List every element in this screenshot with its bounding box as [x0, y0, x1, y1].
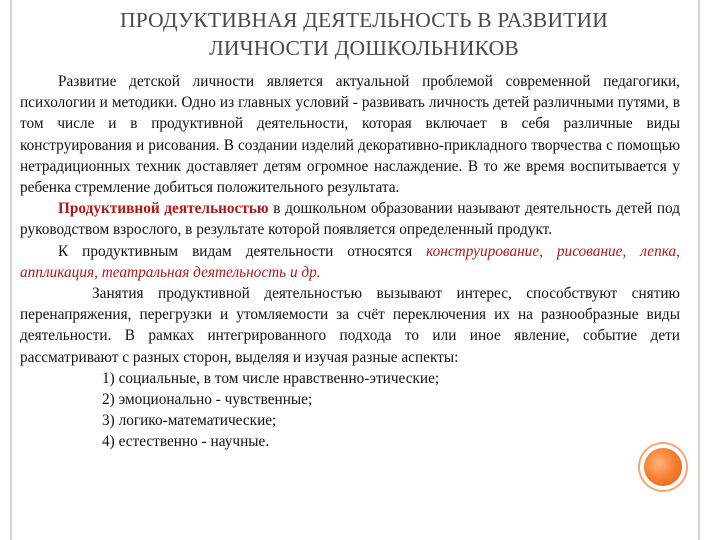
aspects-list: [20, 368, 680, 453]
right-frame-line: [698, 0, 700, 540]
slide-title: [40, 6, 688, 62]
paragraph-benefits: Занятия продуктивной деятельностью вызывают интерес, способствуют снятию перенапряжения, перегрузки и утомляемости за счёт переключения их на разнообразные виды деятельности. В рамках интегрированного подхода то или иное явление, событие дети рассматривают с разных сторон, выделяя и изучая разные аспекты:: [20, 285, 680, 366]
aspect-item: 1) социальные, в том числе нравственно-этические;: [102, 369, 440, 387]
paragraph-definition: [20, 198, 680, 240]
aspect-item: 3) логико-математические;: [102, 412, 277, 430]
paragraph-kinds: [20, 241, 680, 283]
definition-term: Продуктивной деятельностью: [58, 200, 269, 218]
kinds-lead: К продуктивным видам деятельности относятся: [58, 242, 427, 260]
aspect-item: 4) естественно - научные.: [102, 433, 270, 451]
slide-body: [20, 71, 680, 453]
aspect-item: 2) эмоционально - чувственные;: [102, 391, 313, 409]
left-frame-line: [10, 0, 12, 540]
kinds-list-text: конструирование, рисование, лепка, аппликация, театральная деятельность и др.: [20, 242, 680, 281]
definition-text: в дошкольном образовании называют деятельность детей под руководством взрослого, в результате которой появляется определенный продукт.: [20, 200, 680, 239]
paragraph-intro: Развитие детской личности является актуальной проблемой современной педагогики, психологии и методики. Одно из главных условий - развивать личность детей различными путями, в том числе и в продуктивной деятельности, которая включает в себя различные виды конструирования и рисования. В создании изделий декоративно-прикладного творчества с помощью нетрадиционных техник доставляет детям огромное наслаждение. В то же время воспитывается у ребенка стремление добиться положительного результата.: [20, 73, 680, 197]
title-line-1: ПРОДУКТИВНАЯ ДЕЯТЕЛЬНОСТЬ В РАЗВИТИИ: [120, 8, 608, 32]
title-line-2: ЛИЧНОСТИ ДОШКОЛЬНИКОВ: [209, 36, 519, 60]
orange-circle-decoration: [644, 448, 682, 486]
